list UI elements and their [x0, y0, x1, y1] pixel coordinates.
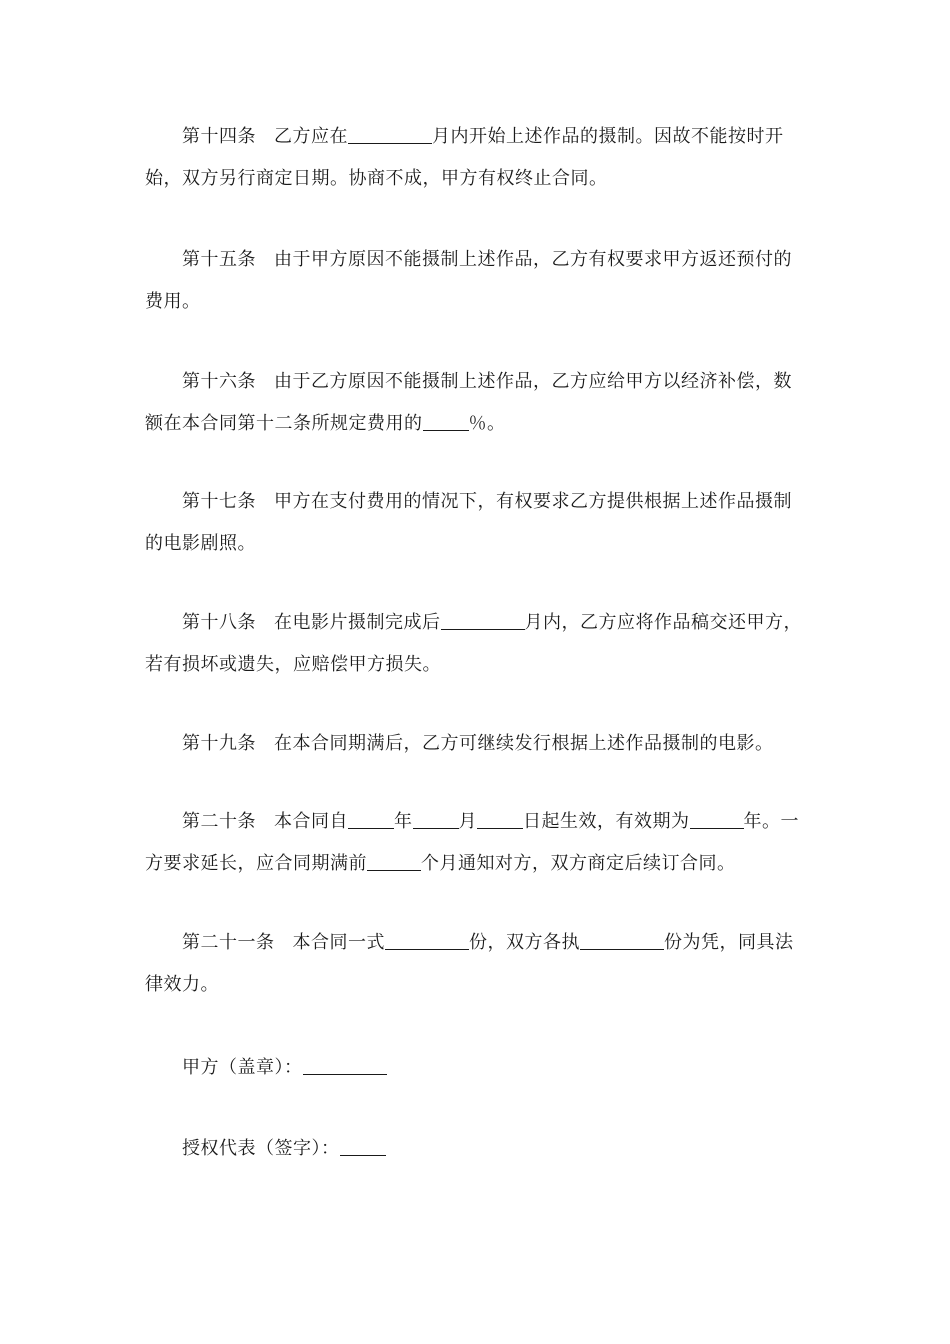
- clause-15: [145, 239, 810, 323]
- blank-field: [423, 410, 469, 431]
- clause-text: 日起生效，有效期为: [523, 811, 690, 832]
- representative-signature-line: [182, 1135, 386, 1161]
- clause-heading: 第十六条: [182, 371, 256, 392]
- blank-field: [413, 808, 459, 829]
- clause-text: ％。: [468, 413, 506, 434]
- clause-heading: 第十四条: [182, 126, 256, 147]
- clause-text: 份，双方各执: [469, 932, 580, 953]
- clause-text: 月内开始上述作品的摄制。因故不能按时开始，双方另行商定日期。协商不成，甲方有权终止合同。: [145, 126, 784, 189]
- clause-text: 由于乙方原因不能摄制上述作品，乙方应给甲方以经济补偿，数额在本合同第十二条所规定费用的: [145, 371, 792, 434]
- clause-text: 份为凭，同具法律效力。: [145, 932, 794, 995]
- clause-17: [145, 481, 810, 565]
- clause-text: 本合同一式: [292, 932, 385, 953]
- representative-label: 授权代表（签字）：: [182, 1138, 340, 1159]
- clause-text: 月内，乙方应将作品稿交还甲方，若有损坏或遗失，应赔偿甲方损失。: [145, 612, 802, 675]
- blank-field: [367, 850, 421, 871]
- clause-heading: 第十九条: [182, 733, 256, 754]
- blank-field: [441, 609, 525, 630]
- clause-14: [145, 116, 810, 200]
- blank-field: [385, 929, 469, 950]
- clause-heading: 第十七条: [182, 491, 256, 512]
- clause-text: 甲方在支付费用的情况下，有权要求乙方提供根据上述作品摄制的电影剧照。: [145, 491, 792, 554]
- blank-field: [348, 808, 394, 829]
- blank-field: [477, 808, 523, 829]
- clause-16: [145, 361, 810, 445]
- clause-text: 在电影片摄制完成后: [274, 612, 441, 633]
- clause-18: [145, 602, 810, 686]
- clause-text: 月: [458, 811, 477, 832]
- clause-heading: 第二十条: [182, 811, 256, 832]
- clause-text: 年: [394, 811, 413, 832]
- clause-heading: 第二十一条: [182, 932, 275, 953]
- clause-text: 在本合同期满后，乙方可继续发行根据上述作品摄制的电影。: [274, 733, 774, 754]
- clause-19: [145, 723, 810, 765]
- clause-text: 个月通知对方，双方商定后续订合同。: [421, 853, 736, 874]
- clause-text: 年。一方要求延长，应合同期满前: [145, 811, 799, 874]
- clause-heading: 第十五条: [182, 249, 256, 270]
- clause-text: 由于甲方原因不能摄制上述作品，乙方有权要求甲方返还预付的费用。: [145, 249, 792, 312]
- representative-signature-blank: [340, 1135, 386, 1156]
- clause-heading: 第十八条: [182, 612, 256, 633]
- blank-field: [580, 929, 664, 950]
- party-a-seal-line: [182, 1054, 387, 1080]
- party-a-seal-blank: [303, 1054, 387, 1075]
- blank-field: [690, 808, 744, 829]
- party-a-label: 甲方（盖章）：: [182, 1057, 303, 1078]
- clause-text: 本合同自: [274, 811, 348, 832]
- blank-field: [348, 123, 432, 144]
- clause-20: [145, 801, 810, 885]
- clause-text: 乙方应在: [274, 126, 348, 147]
- clause-21: [145, 922, 810, 1006]
